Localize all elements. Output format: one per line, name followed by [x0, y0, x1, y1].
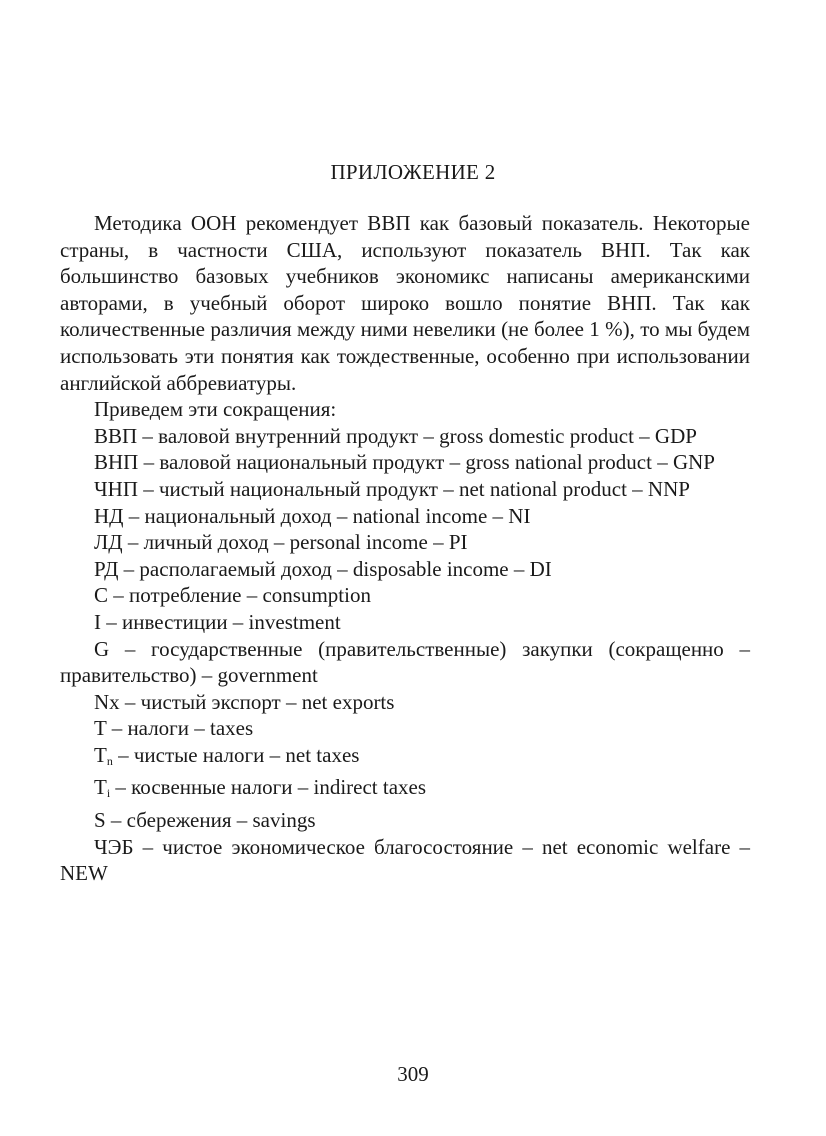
body-text	[60, 210, 750, 887]
abbreviation-pi: ЛД – личный доход – personal income – PI	[94, 530, 468, 555]
tn-subscript: n	[106, 753, 113, 768]
abbreviation-savings: S – сбережения – savings	[94, 808, 316, 833]
abbreviation-di: РД – располагаемый доход – disposable income – DI	[94, 556, 552, 581]
intro-paragraph: Методика ООН рекомендует ВВП как базовый показатель. Некоторые страны, в частности США, используют показатель ВНП. Так как большинство базовых учебников экономикс написаны американскими авторами, в учебный оборот широко вошло понятие ВНП. Так как количественные различия между ними невелики (не более 1 %), то мы будем использовать эти понятия как тождественные, особенно при использовании английской аббревиатуры.	[60, 211, 750, 395]
appendix-heading: ПРИЛОЖЕНИЕ 2	[330, 160, 496, 184]
tn-symbol: T	[94, 742, 107, 767]
abbreviation-nnp: ЧНП – чистый национальный продукт – net national product – NNP	[94, 476, 690, 501]
abbreviation-gnp: ВНП – валовой национальный продукт – gross national product – GNP	[94, 450, 715, 475]
abbreviation-ni: НД – национальный доход – national income – NI	[94, 503, 531, 528]
abbreviation-net-exports: Nx – чистый экспорт – net exports	[94, 689, 395, 714]
abbreviation-new: ЧЭБ – чистое экономическое благосостояние – net economic welfare – NEW	[60, 834, 750, 886]
list-intro: Приведем эти сокращения:	[94, 397, 337, 422]
page-number: 309	[397, 1062, 429, 1086]
abbreviation-government: G – государственные (правительственные) закупки (сокращенно – правительство) – government	[60, 636, 750, 688]
abbreviation-indirect-taxes	[60, 774, 750, 807]
ti-subscript: i	[106, 786, 111, 801]
ti-symbol: T	[94, 775, 107, 800]
ti-text: – косвенные налоги – indirect taxes	[110, 775, 427, 800]
abbreviation-gdp: ВВП – валовой внутренний продукт – gross domestic product – GDP	[94, 423, 697, 448]
tn-text: – чистые налоги – net taxes	[112, 742, 360, 767]
abbreviation-taxes: T – налоги – taxes	[94, 716, 254, 741]
abbreviation-consumption: C – потребление – consumption	[94, 583, 371, 608]
abbreviation-net-taxes	[60, 742, 750, 775]
abbreviation-investment: I – инвестиции – investment	[94, 609, 341, 634]
